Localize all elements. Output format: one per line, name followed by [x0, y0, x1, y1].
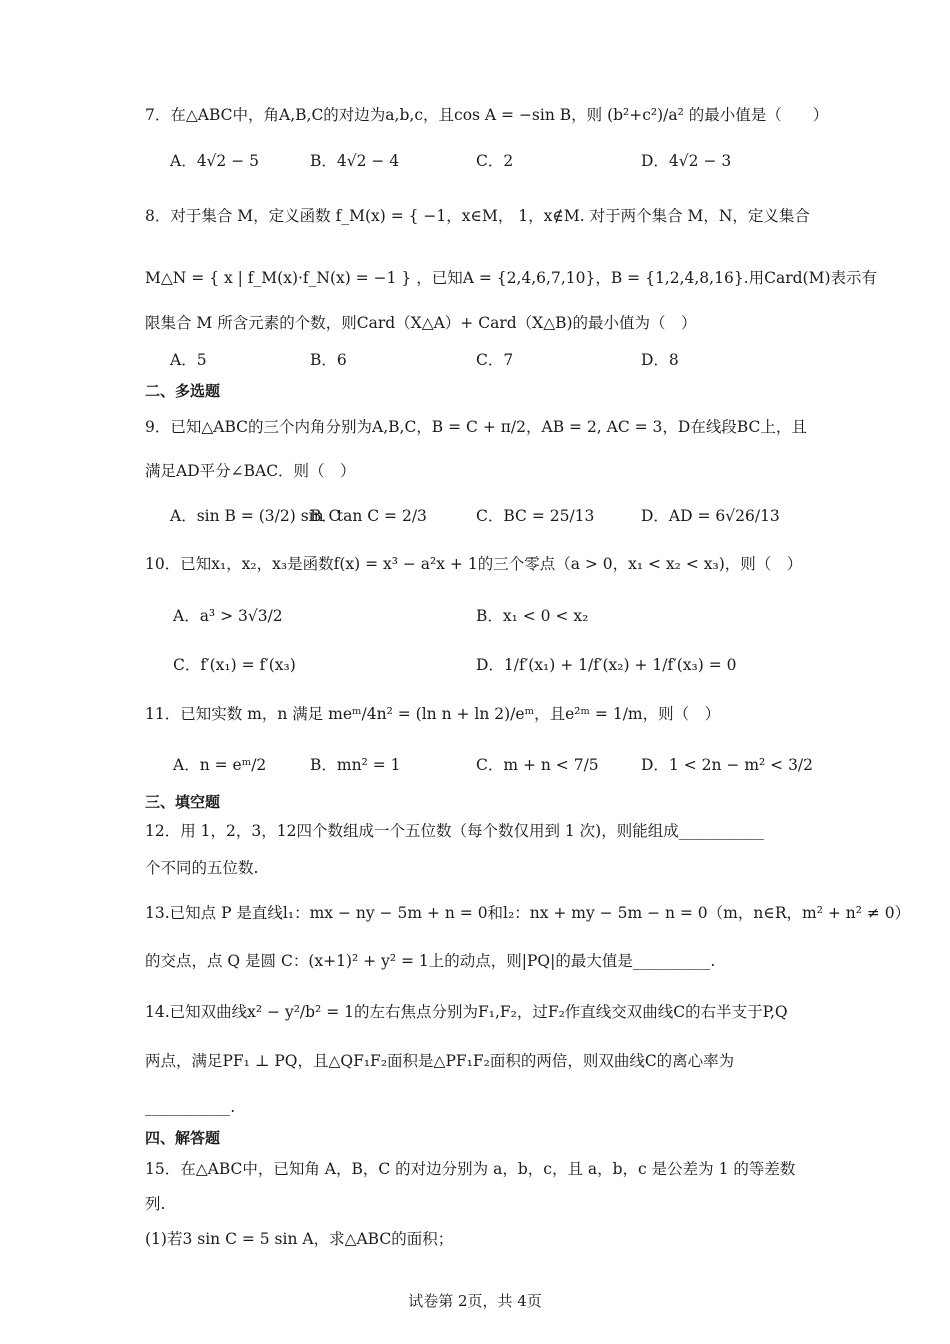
q8-option-a: A．5	[170, 351, 207, 369]
page-footer: 试卷第 2页，共 4页	[408, 1292, 542, 1310]
q11-option-a: A．n = eᵐ/2	[173, 756, 267, 774]
q13-line1: 13.已知点 P 是直线l₁：mx − ny − 5m + n = 0和l₂：nx + my − 5m − n = 0（m，n∈R，m² + n² ≠ 0）	[145, 904, 911, 922]
q9-option-b: B．tan C = 2/3	[310, 507, 427, 525]
q14-line1: 14.已知双曲线x² − y²/b² = 1的左右焦点分别为F₁,F₂，过F₂作直线交双曲线C的右半支于P,Q	[145, 1003, 788, 1021]
q10-option-c: C．f′(x₁) = f′(x₃)	[173, 656, 296, 674]
q15-line1: 15．在△ABC中，已知角 A，B，C 的对边分别为 a，b，c，且 a，b，c 是公差为 1 的等差数	[145, 1160, 796, 1178]
q8-line3: 限集合 M 所含元素的个数，则Card（X△A）+ Card（X△B)的最小值为（ ）	[145, 314, 697, 332]
q8-option-d: D．8	[641, 351, 679, 369]
q8-option-c: C．7	[476, 351, 514, 369]
q8-option-b: B．6	[310, 351, 347, 369]
q11-option-d: D．1 < 2n − m² < 3/2	[641, 756, 814, 774]
q7-option-d: D．4√2 − 3	[641, 152, 732, 170]
section-heading-solutions: 四、解答题	[145, 1129, 221, 1147]
section-heading-multiple-choice: 二、多选题	[145, 382, 221, 400]
q14-line3: ___________.	[145, 1098, 236, 1116]
q12-line2: 个不同的五位数.	[145, 859, 259, 877]
q9-option-d: D．AD = 6√26/13	[641, 507, 780, 525]
q12-line1: 12．用 1，2，3，12四个数组成一个五位数（每个数仅用到 1 次)，则能组成___________	[145, 822, 764, 840]
q8-line2: M△N = { x | f_M(x)·f_N(x) = −1 } ，已知A = {2,4,6,7,10}，B = {1,2,4,8,16}.用Card(M)表示有	[145, 269, 878, 287]
q7-option-a: A．4√2 − 5	[170, 152, 259, 170]
q9-line2: 满足AD平分∠BAC．则（ ）	[145, 462, 356, 480]
q10-option-a: A．a³ > 3√3/2	[173, 607, 283, 625]
q8-line1: 8．对于集合 M，定义函数 f_M(x) = { −1，x∈M， 1，x∉M. 对于两个集合 M，N，定义集合	[145, 207, 810, 225]
q10-stem: 10．已知x₁，x₂，x₃是函数f(x) = x³ − a²x + 1的三个零点（a > 0，x₁ < x₂ < x₃)，则（ ）	[145, 555, 803, 573]
q15-line2: 列.	[145, 1195, 166, 1213]
q7-option-c: C．2	[476, 152, 514, 170]
section-heading-fill-in: 三、填空题	[145, 793, 221, 811]
q11-stem: 11．已知实数 m，n 满足 meᵐ/4n² = (ln n + ln 2)/eᵐ，且e²ᵐ = 1/m，则（ ）	[145, 705, 721, 723]
q7-option-b: B．4√2 − 4	[310, 152, 400, 170]
q9-line1: 9．已知△ABC的三个内角分别为A,B,C，B = C + π/2，AB = 2, AC = 3，D在线段BC上，且	[145, 418, 807, 436]
q10-option-b: B．x₁ < 0 < x₂	[476, 607, 589, 625]
q11-option-b: B．mn² = 1	[310, 756, 401, 774]
q15-line3: (1)若3 sin C = 5 sin A，求△ABC的面积；	[145, 1230, 454, 1248]
q14-line2: 两点，满足PF₁ ⊥ PQ，且△QF₁F₂面积是△PF₁F₂面积的两倍，则双曲线C的离心率为	[145, 1052, 735, 1070]
q11-option-c: C．m + n < 7/5	[476, 756, 599, 774]
q13-line2: 的交点，点 Q 是圆 C：(x+1)² + y² = 1上的动点，则|PQ|的最大值是__________.	[145, 952, 716, 970]
q10-option-d: D．1/f′(x₁) + 1/f′(x₂) + 1/f′(x₃) = 0	[476, 656, 737, 674]
q9-option-c: C．BC = 25/13	[476, 507, 595, 525]
q9-option-a: A．sin B = (3/2) sin C	[170, 507, 341, 525]
q7-stem: 7．在△ABC中，角A,B,C的对边为a,b,c，且cos A = −sin B，则 (b²+c²)/a² 的最小值是（ ）	[145, 106, 829, 124]
